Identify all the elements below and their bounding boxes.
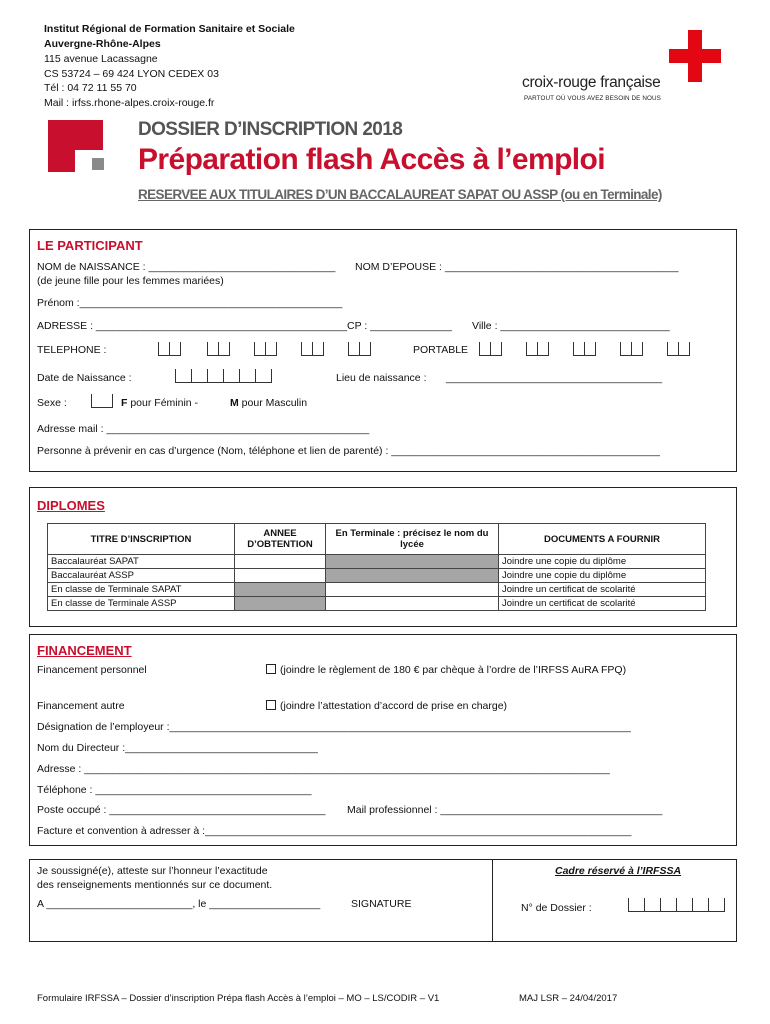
annee-cell[interactable] <box>235 569 326 583</box>
directeur-field[interactable]: Nom du Directeur :_________________________________ <box>37 742 318 754</box>
urgence-field[interactable]: Personne à prévenir en cas d’urgence (Nom, téléphone et lien de parenté) : ______________________________________________ <box>37 445 660 457</box>
annee-cell[interactable] <box>235 555 326 569</box>
org-address-line2: CS 53724 – 69 424 LYON CEDEX 03 <box>44 68 219 80</box>
col-annee-header: ANNEE D’OBTENTION <box>235 524 326 555</box>
participant-heading: LE PARTICIPANT <box>37 238 143 253</box>
document-cell: Joindre un certificat de scolarité <box>499 583 706 597</box>
portable-label: PORTABLE <box>413 344 469 356</box>
financement-perso-label: Financement personnel <box>37 664 147 676</box>
prenom-field[interactable]: Prénom :_____________________________________________ <box>37 297 343 309</box>
titre-cell: Baccalauréat SAPAT <box>48 555 235 569</box>
sexe-feminin-option <box>121 397 198 409</box>
masculin-label: pour Masculin <box>241 397 308 409</box>
red-cross-bar <box>669 49 721 63</box>
document-cell: Joindre un certificat de scolarité <box>499 597 706 611</box>
annee-cell-disabled <box>235 597 326 611</box>
signature-label: SIGNATURE <box>351 898 412 910</box>
dossier-number-label: N° de Dossier : <box>521 902 592 914</box>
sexe-label: Sexe : <box>37 397 67 409</box>
attestation-line1: Je soussigné(e), atteste sur l’honneur l’exactitude <box>37 865 268 877</box>
feminin-label: pour Féminin - <box>130 397 199 409</box>
nom-epouse-field[interactable]: NOM D’EPOUSE : ________________________________________ <box>355 261 679 273</box>
col-terminale-header: En Terminale : précisez le nom du lycée <box>326 524 499 555</box>
brand-tagline: PARTOUT OÙ VOUS AVEZ BESOIN DE NOUS <box>524 95 661 102</box>
footer-form-reference: Formulaire IRFSSA – Dossier d’inscription Prépa flash Accès à l’emploi – MO – LS/CODIR – V1 <box>37 993 440 1004</box>
financement-perso-note: (joindre le règlement de 180 € par chèque à l’ordre de l’IRFSS AuRA FPQ) <box>280 664 627 676</box>
financement-autre-label: Financement autre <box>37 700 125 712</box>
financement-heading: FINANCEMENT <box>37 643 132 658</box>
cadre-reserve-title: Cadre réservé à l’IRFSSA <box>555 865 682 877</box>
org-address-line1: 115 avenue Lacassagne <box>44 53 158 65</box>
org-name-line2: Auvergne-Rhône-Alpes <box>44 38 161 50</box>
ville-field[interactable]: Ville : _____________________________ <box>472 320 670 332</box>
nom-naissance-field[interactable]: NOM de NAISSANCE : ________________________________ <box>37 261 336 273</box>
table-row <box>48 583 706 597</box>
telephone-label: TELEPHONE : <box>37 344 107 356</box>
terminale-cell-disabled <box>326 569 499 583</box>
financement-perso-option[interactable] <box>266 664 626 676</box>
employeur-field[interactable]: Désignation de l’employeur :_______________________________________________________________________________ <box>37 721 631 733</box>
org-mail: Mail : irfss.rhone-alpes.croix-rouge.fr <box>44 97 215 109</box>
brand-name: croix-rouge française <box>522 74 661 91</box>
jeune-fille-note: (de jeune fille pour les femmes mariées) <box>37 275 224 287</box>
irfss-logo-icon <box>48 120 104 172</box>
mail-pro-field[interactable]: Mail professionnel : ______________________________________ <box>347 804 663 816</box>
lieu-naissance-label: Lieu de naissance : <box>336 372 427 384</box>
date-naissance-label: Date de Naissance : <box>37 372 132 384</box>
terminale-cell-disabled <box>326 555 499 569</box>
annee-cell-disabled <box>235 583 326 597</box>
financement-autre-option[interactable] <box>266 700 507 712</box>
facture-field[interactable]: Facture et convention à adresser à :_________________________________________________________________________ <box>37 825 632 837</box>
lieu-date-field[interactable]: A _________________________, le ___________________ <box>37 898 321 910</box>
sexe-masculin-option <box>230 397 307 409</box>
financement-autre-note: (joindre l’attestation d’accord de prise en charge) <box>280 700 508 712</box>
sexe-box[interactable] <box>91 394 113 409</box>
table-row <box>48 597 706 611</box>
checkbox-icon[interactable] <box>266 700 276 710</box>
col-documents-header: DOCUMENTS A FOURNIR <box>499 524 706 555</box>
attestation-divider <box>492 859 493 941</box>
org-name-line1: Institut Régional de Formation Sanitaire et Sociale <box>44 23 295 35</box>
table-row <box>48 555 706 569</box>
titre-cell: En classe de Terminale SAPAT <box>48 583 235 597</box>
mail-field[interactable]: Adresse mail : _____________________________________________ <box>37 423 370 435</box>
adresse-cp-field[interactable]: ADRESSE : ___________________________________________CP : ______________ <box>37 320 452 332</box>
diplomes-heading: DIPLOMES <box>37 498 105 513</box>
page-title: Préparation flash Accès à l’emploi <box>138 143 605 176</box>
feminin-letter: F <box>121 397 128 409</box>
poste-field[interactable]: Poste occupé : _____________________________________ <box>37 804 326 816</box>
document-cell: Joindre une copie du diplôme <box>499 569 706 583</box>
checkbox-icon[interactable] <box>266 664 276 674</box>
table-row <box>48 569 706 583</box>
terminale-cell[interactable] <box>326 583 499 597</box>
financement-adresse-field[interactable]: Adresse : __________________________________________________________________________________________ <box>37 763 610 775</box>
titre-cell: En classe de Terminale ASSP <box>48 597 235 611</box>
dossier-title: DOSSIER D’INSCRIPTION 2018 <box>138 119 403 140</box>
masculin-letter: M <box>230 397 239 409</box>
document-cell: Joindre une copie du diplôme <box>499 555 706 569</box>
col-titre-header: TITRE D’INSCRIPTION <box>48 524 235 555</box>
footer-update-date: MAJ LSR – 24/04/2017 <box>519 993 618 1004</box>
dossier-number-boxes <box>628 898 725 913</box>
page-subtitle: RESERVEE AUX TITULAIRES D’UN BACCALAUREAT SAPAT OU ASSP (ou en Terminale) <box>138 187 662 202</box>
lieu-naissance-field[interactable]: _____________________________________ <box>446 372 663 384</box>
financement-telephone-field[interactable]: Téléphone : _____________________________________ <box>37 784 312 796</box>
terminale-cell[interactable] <box>326 597 499 611</box>
attestation-line2: des renseignements mentionnés sur ce document. <box>37 879 273 891</box>
titre-cell: Baccalauréat ASSP <box>48 569 235 583</box>
org-tel: Tél : 04 72 11 55 70 <box>44 82 137 94</box>
diplomes-table <box>47 523 706 611</box>
